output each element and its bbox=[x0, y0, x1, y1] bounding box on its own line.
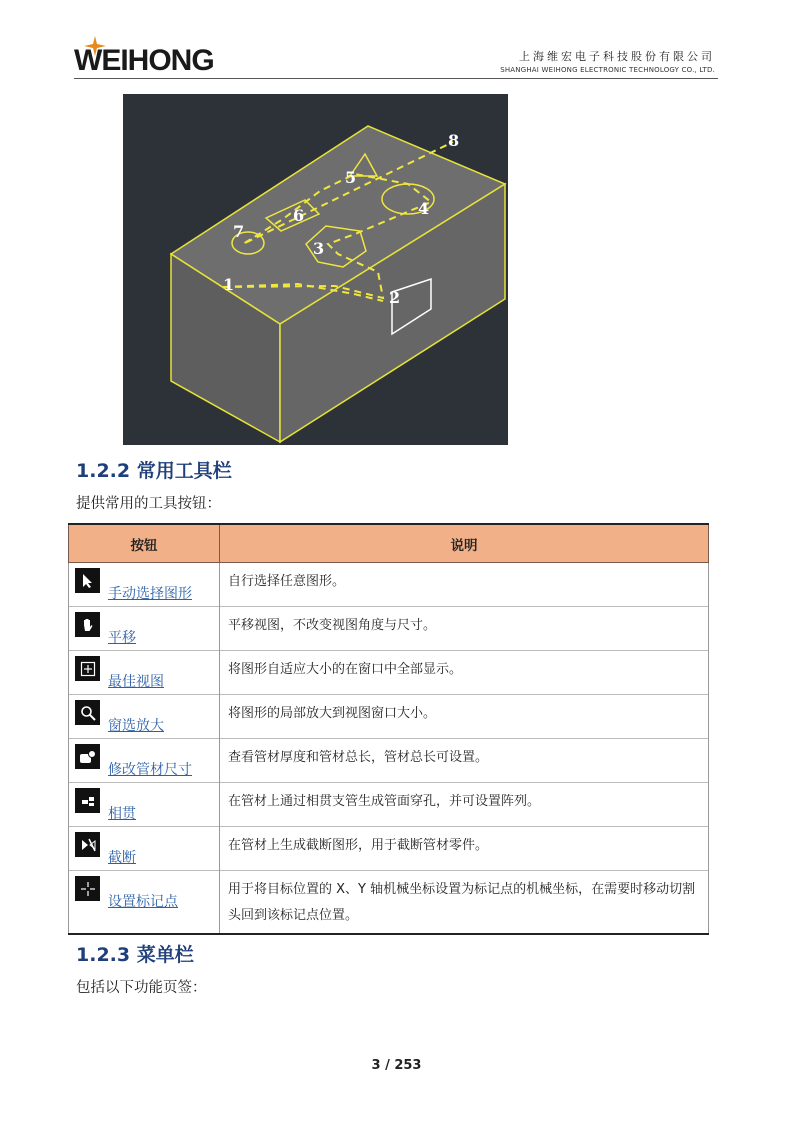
hand-pan-icon bbox=[75, 612, 100, 637]
page-number: 3 / 253 bbox=[371, 1058, 422, 1073]
tool-link-intersect[interactable]: 相贯 bbox=[108, 806, 136, 822]
tool-link-cut-off[interactable]: 截断 bbox=[108, 850, 136, 866]
toolbar-table bbox=[68, 523, 709, 935]
intersect-icon bbox=[75, 788, 100, 813]
tool-link-tube-size[interactable]: 修改管材尺寸 bbox=[108, 762, 192, 778]
tool-link-fit-view[interactable]: 最佳视图 bbox=[108, 674, 164, 690]
tool-description: 自行选择任意图形。 bbox=[220, 563, 709, 607]
tool-link-select[interactable]: 手动选择图形 bbox=[108, 586, 192, 602]
section-heading-menu: 1.2.3 菜单栏 bbox=[76, 944, 194, 966]
point-label: 3 bbox=[313, 239, 325, 258]
tool-description: 将图形的局部放大到视图窗口大小。 bbox=[220, 695, 709, 739]
table-row bbox=[69, 783, 709, 827]
table-row bbox=[69, 871, 709, 935]
tool-description: 查看管材厚度和管材总长，管材总长可设置。 bbox=[220, 739, 709, 783]
zoom-window-icon bbox=[75, 700, 100, 725]
tool-description: 在管材上生成截断图形，用于截断管材零件。 bbox=[220, 827, 709, 871]
point-label: 1 bbox=[223, 275, 235, 294]
point-label: 5 bbox=[345, 168, 357, 187]
header-description: 说明 bbox=[220, 524, 709, 563]
tool-description: 在管材上通过相贯支管生成管面穿孔，并可设置阵列。 bbox=[220, 783, 709, 827]
logo-text: WEIHONG bbox=[74, 44, 214, 77]
cut-off-icon bbox=[75, 832, 100, 857]
tool-link-zoom-window[interactable]: 窗选放大 bbox=[108, 718, 164, 734]
pointer-icon bbox=[75, 568, 100, 593]
fit-view-icon bbox=[75, 656, 100, 681]
section-intro-menu: 包括以下功能页签： bbox=[76, 980, 207, 996]
weihong-logo bbox=[74, 40, 249, 80]
point-label: 2 bbox=[389, 288, 401, 307]
crosshair-icon bbox=[75, 876, 100, 901]
header-button: 按钮 bbox=[69, 524, 220, 563]
tool-description: 平移视图，不改变视图角度与尺寸。 bbox=[220, 607, 709, 651]
point-label: 6 bbox=[293, 206, 305, 225]
section-intro-toolbar: 提供常用的工具按钮： bbox=[76, 496, 221, 512]
table-row bbox=[69, 563, 709, 607]
tool-link-pan[interactable]: 平移 bbox=[108, 630, 136, 646]
point-label: 4 bbox=[418, 199, 430, 218]
table-row bbox=[69, 651, 709, 695]
company-name-en: SHANGHAI WEIHONG ELECTRONIC TECHNOLOGY CO., LTD. bbox=[500, 66, 715, 74]
tube-path-figure bbox=[123, 94, 508, 445]
company-name-cn: 上海维宏电子科技股份有限公司 bbox=[519, 50, 715, 63]
table-row bbox=[69, 827, 709, 871]
point-label: 7 bbox=[233, 222, 245, 241]
header-divider bbox=[74, 78, 718, 79]
section-heading-toolbar: 1.2.2 常用工具栏 bbox=[76, 460, 232, 482]
table-header-row bbox=[69, 524, 709, 563]
table-row bbox=[69, 739, 709, 783]
tool-description: 将图形自适应大小的在窗口中全部显示。 bbox=[220, 651, 709, 695]
tool-description: 用于将目标位置的 X、Y 轴机械坐标设置为标记点的机械坐标，在需要时移动切割头回到该标记点位置。 bbox=[220, 871, 709, 935]
point-label: 8 bbox=[448, 131, 460, 150]
table-row bbox=[69, 607, 709, 651]
tube-size-icon bbox=[75, 744, 100, 769]
tool-link-set-mark[interactable]: 设置标记点 bbox=[108, 894, 178, 910]
table-row bbox=[69, 695, 709, 739]
